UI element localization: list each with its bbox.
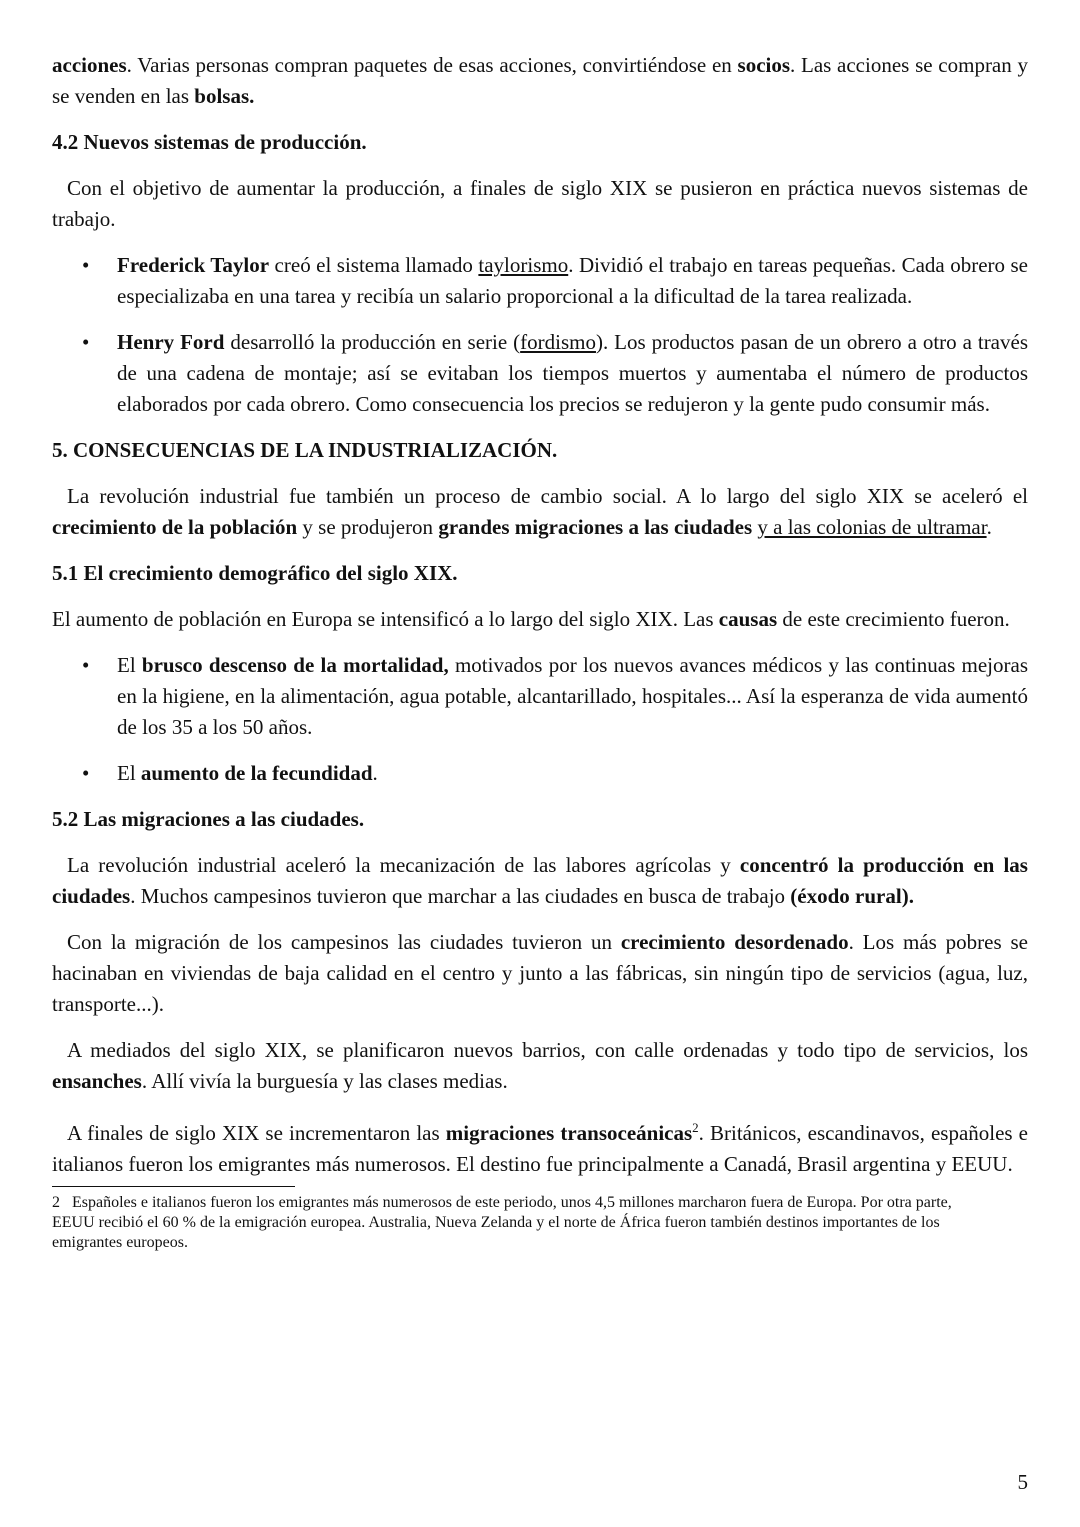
bold-text: brusco descenso de la mortalidad, bbox=[141, 653, 449, 677]
text: A mediados del siglo XIX, se planificaron nuevos barrios, con calle ordenadas y todo tipo de servicios, los bbox=[67, 1038, 1028, 1062]
text: . Dividió el trabajo en tareas pequeñas. Cada obrero se especializaba en una tarea y recibía un salario proporcional a la dificultad de la tarea realizada. bbox=[117, 253, 1028, 308]
text: El bbox=[117, 653, 142, 677]
page-number: 5 bbox=[1017, 1470, 1028, 1494]
text: La revolución industrial aceleró la mecanización de las labores agrícolas y bbox=[67, 853, 740, 877]
text: El aumento de población en Europa se intensificó a lo largo del siglo XIX. Las bbox=[52, 607, 719, 631]
paragraph bbox=[52, 1035, 1028, 1097]
document-page bbox=[52, 50, 1028, 1253]
list-item-ford bbox=[52, 327, 1028, 420]
bold-text: grandes migraciones a las ciudades bbox=[438, 515, 753, 539]
text: . bbox=[372, 761, 378, 785]
list-item-mortalidad bbox=[52, 650, 1028, 743]
bold-text: causas bbox=[718, 607, 778, 631]
bold-text: ensanches bbox=[52, 1069, 142, 1093]
footnote-divider bbox=[52, 1186, 295, 1187]
footnote bbox=[52, 1193, 952, 1253]
paragraph bbox=[52, 481, 1028, 543]
underlined-text: y a las colonias de ultramar bbox=[757, 515, 987, 539]
footnote-text: Españoles e italianos fueron los emigrantes más numerosos de este periodo, unos 4,5 millones marcharon fuera de Europa. Por otra parte, EEUU recibió el 60 % de la emigración europea. Australia, Nueva Zelanda y el norte de África fueron también destinos importantes de los emigrantes europeos. bbox=[52, 1194, 952, 1251]
underlined-text: fordismo bbox=[520, 330, 596, 354]
underlined-text: taylorismo bbox=[478, 253, 569, 277]
intro-paragraph bbox=[52, 50, 1028, 112]
bullet-icon: • bbox=[82, 761, 90, 785]
text: creó el sistema llamado bbox=[269, 253, 479, 277]
text: . Los más pobres se hacinaban en viviendas de baja calidad en el centro y junto a las fábricas, sin ningún tipo de servicios (agua, luz, transporte...). bbox=[52, 930, 1029, 1016]
footnote-number: 2 bbox=[52, 1194, 60, 1211]
text: . Varias personas compran paquetes de esas acciones, convirtiéndose en bbox=[126, 53, 738, 77]
text: . Las acciones se compran y se venden en las bbox=[52, 53, 1028, 108]
section-heading-5: 5. CONSECUENCIAS DE LA INDUSTRIALIZACIÓN. bbox=[52, 438, 558, 462]
text: . bbox=[986, 515, 992, 539]
bold-text: acciones bbox=[52, 53, 127, 77]
bold-text: (éxodo rural). bbox=[790, 884, 914, 908]
bullet-icon: • bbox=[82, 253, 90, 277]
bold-text: Henry Ford bbox=[117, 330, 225, 354]
text: . Británicos, escandinavos, españoles e italianos fueron los emigrantes más numerosos. El destino fue principalmente a Canadá, Brasil argentina y EEUU. bbox=[52, 1121, 1028, 1176]
bold-text: socios bbox=[737, 53, 791, 77]
section-heading-5-2: 5.2 Las migraciones a las ciudades. bbox=[52, 807, 365, 831]
section-heading-5-1: 5.1 El crecimiento demográfico del siglo XIX. bbox=[52, 561, 458, 585]
text: y se produjeron bbox=[297, 515, 439, 539]
text: Con la migración de los campesinos las ciudades tuvieron un bbox=[67, 930, 621, 954]
text: La revolución industrial fue también un proceso de cambio social. A lo largo del siglo XIX se aceleró el bbox=[67, 484, 1028, 508]
bullet-list bbox=[52, 250, 1028, 420]
bold-text: Frederick Taylor bbox=[117, 253, 270, 277]
paragraph bbox=[52, 850, 1028, 912]
bold-text: bolsas. bbox=[194, 84, 255, 108]
text: motivados por los nuevos avances médicos y las continuas mejoras en la higiene, en la alimentación, agua potable, alcantarillado, hospitales... Así la esperanza de vida aumentó de los 35 a los 50 años. bbox=[117, 653, 1028, 739]
text: . Allí vivía la burguesía y las clases medias. bbox=[141, 1069, 508, 1093]
paragraph bbox=[52, 604, 1028, 635]
bullet-icon: • bbox=[82, 653, 90, 677]
bullet-icon: • bbox=[82, 330, 90, 354]
bold-text: aumento de la fecundidad bbox=[140, 761, 373, 785]
text: El bbox=[117, 761, 141, 785]
bullet-list bbox=[52, 650, 1028, 789]
text: . Muchos campesinos tuvieron que marchar a las ciudades en busca de trabajo bbox=[130, 884, 791, 908]
paragraph bbox=[52, 927, 1028, 1020]
bold-text: concentró la producción en las ciudades bbox=[52, 853, 1028, 908]
text: de este crecimiento fueron. bbox=[777, 607, 1010, 631]
bold-text: migraciones transoceánicas bbox=[445, 1121, 693, 1145]
section-heading-4-2: 4.2 Nuevos sistemas de producción. bbox=[52, 130, 367, 154]
paragraph bbox=[52, 1112, 1028, 1180]
paragraph: Con el objetivo de aumentar la producción, a finales de siglo XIX se pusieron en práctica nuevos sistemas de trabajo. bbox=[52, 176, 1028, 231]
text: desarrolló la producción en serie ( bbox=[224, 330, 521, 354]
bold-text: crecimiento desordenado bbox=[620, 930, 849, 954]
list-item-taylor bbox=[52, 250, 1028, 312]
list-item-fecundidad bbox=[52, 758, 1028, 789]
text: A finales de siglo XIX se incrementaron las bbox=[67, 1121, 446, 1145]
bold-text: crecimiento de la población bbox=[52, 515, 298, 539]
footnote-marker[interactable]: 2 bbox=[692, 1120, 699, 1135]
text: ). Los productos pasan de un obrero a otro a través de una cadena de montaje; así se evitaban los tiempos muertos y aumentaba el número de productos elaborados por cada obrero. Como consecuencia los precios se redujeron y la gente pudo consumir más. bbox=[117, 330, 1028, 416]
